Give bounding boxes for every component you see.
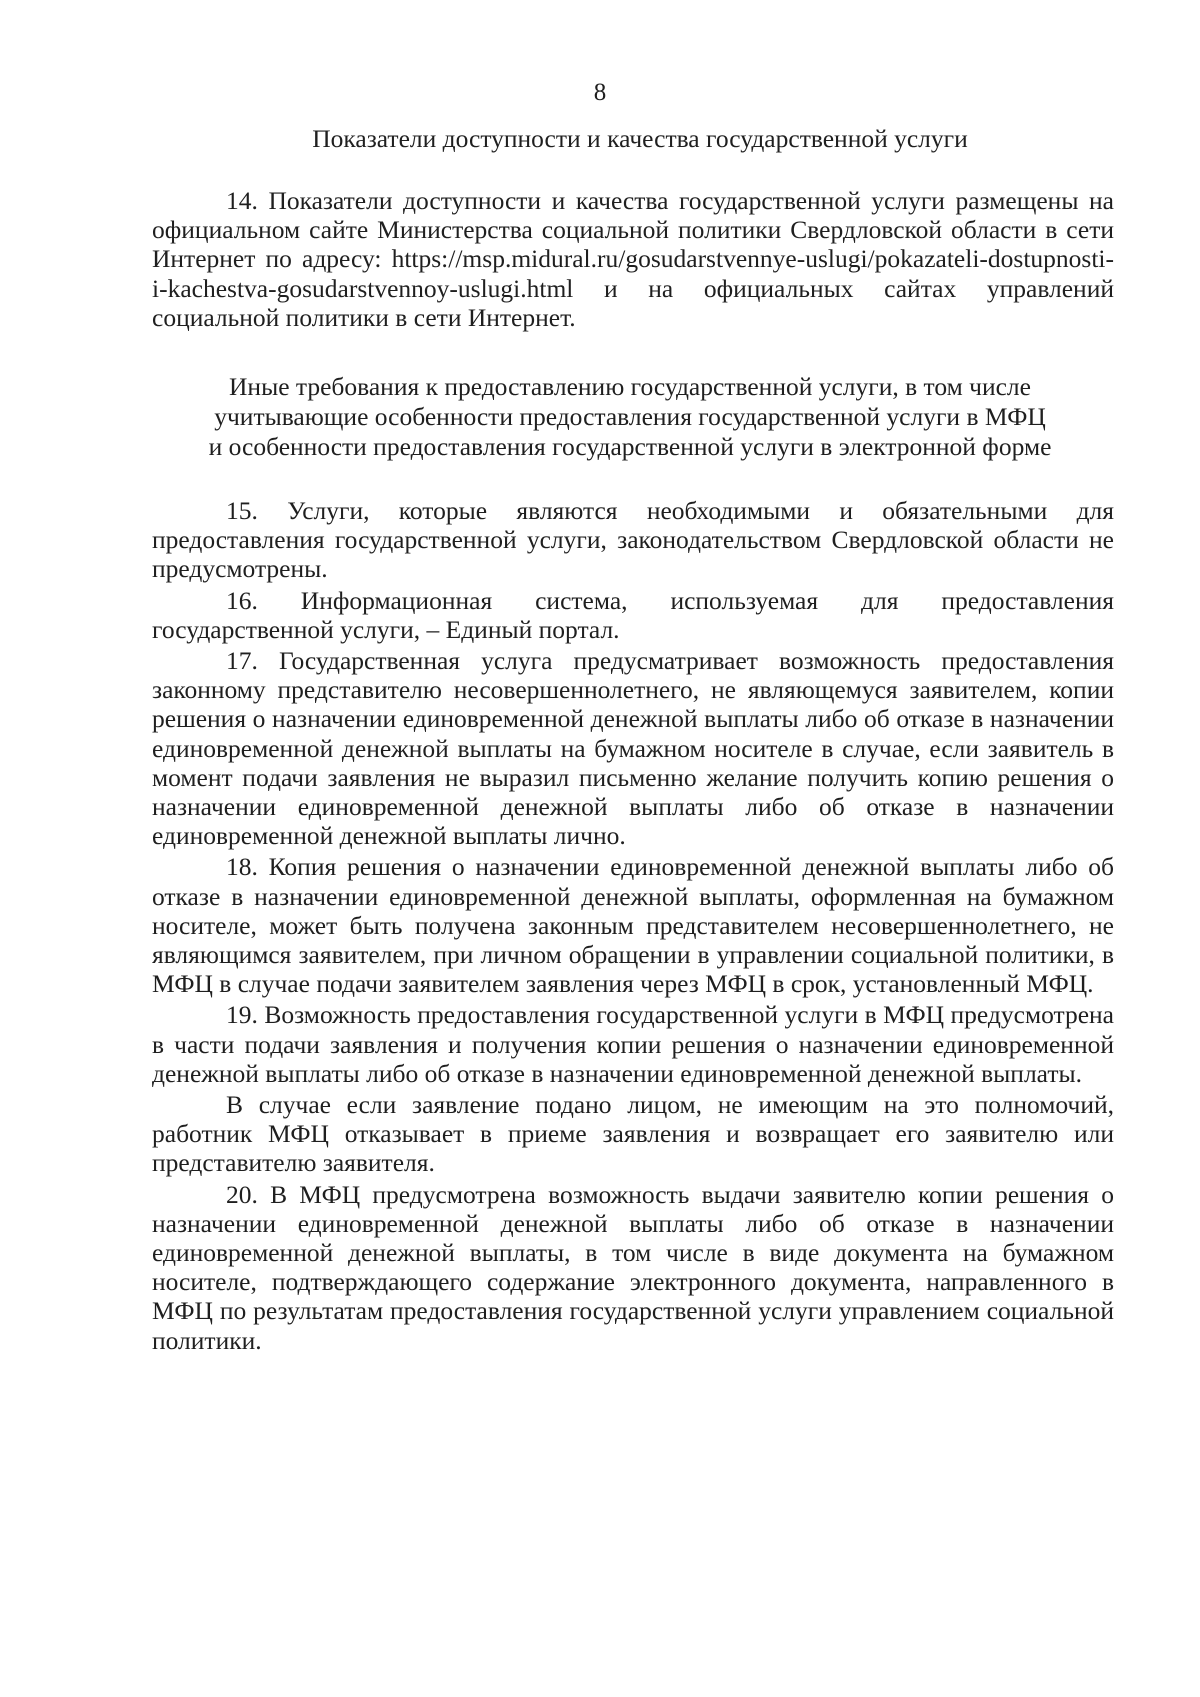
page-number: 8 <box>593 79 607 106</box>
paragraph-17: 17. Государственная услуга предусматривает возможность предоставления законному представителю несовершеннолетнего, не являющемуся заявителем, копии решения о назначении единовременной денежной выплаты либо об отказе в назначении единовременной денежной выплаты на бумажном носителе в случае, если заявитель в момент подачи заявления не выразил письменно желание получить копию решения о назначении единовременной денежной выплаты либо об отказе в назначении единовременной денежной выплаты лично. <box>152 646 1114 851</box>
paragraph-15: 15. Услуги, которые являются необходимыми и обязательными для предоставления государственной услуги, законодательством Свердловской области не предусмотрены. <box>152 496 1114 584</box>
paragraph-19: 19. Возможность предоставления государственной услуги в МФЦ предусмотрена в части подачи заявления и получения копии решения о назначении единовременной денежной выплаты либо об отказе в назначении единовременной денежной выплаты. <box>152 1000 1114 1088</box>
heading-line: учитывающие особенности предоставления государственной услуги в МФЦ <box>214 402 1046 431</box>
section-heading-availability-quality: Показатели доступности и качества государственной услуги <box>312 124 968 153</box>
paragraph-20: 20. В МФЦ предусмотрена возможность выдачи заявителю копии решения о назначении единовременной денежной выплаты либо об отказе в назначении единовременной денежной выплаты, в том числе в виде документа на бумажном носителе, подтверждающего содержание электронного документа, направленного в МФЦ по результатам предоставления государственной услуги управлением социальной политики. <box>152 1179 1114 1355</box>
heading-line: и особенности предоставления государственной услуги в электронной форме <box>208 432 1052 461</box>
section-2-body <box>152 496 1114 1355</box>
paragraph-18: 18. Копия решения о назначении единовременной денежной выплаты либо об отказе в назначении единовременной денежной выплаты, оформленная на бумажном носителе, может быть получена законным представителем несовершеннолетнего, не являющимся заявителем, при личном обращении в управлении социальной политики, в МФЦ в случае подачи заявителем заявления через МФЦ в срок, установленный МФЦ. <box>152 852 1114 999</box>
paragraph-14: 14. Показатели доступности и качества государственной услуги размещены на официальном сайте Министерства социальной политики Свердловской области в сети Интернет по адресу: https://msp.midural.ru/gosudarstvennye-uslugi/pokazateli-dostupnosti-i-kachestva-gosudarstvennoy-uslugi.html и на официальных сайтах управлений социальной политики в сети Интернет. <box>152 186 1114 332</box>
heading-line: Иные требования к предоставлению государственной услуги, в том числе <box>229 372 1031 401</box>
section-1-body <box>152 186 1114 332</box>
paragraph-19-continued: В случае если заявление подано лицом, не имеющим на это полномочий, работник МФЦ отказывает в приеме заявления и возвращает его заявителю или представителю заявителя. <box>152 1090 1114 1178</box>
paragraph-16: 16. Информационная система, используемая для предоставления государственной услуги, – Единый портал. <box>152 585 1114 644</box>
section-heading-other-requirements <box>150 372 1110 462</box>
